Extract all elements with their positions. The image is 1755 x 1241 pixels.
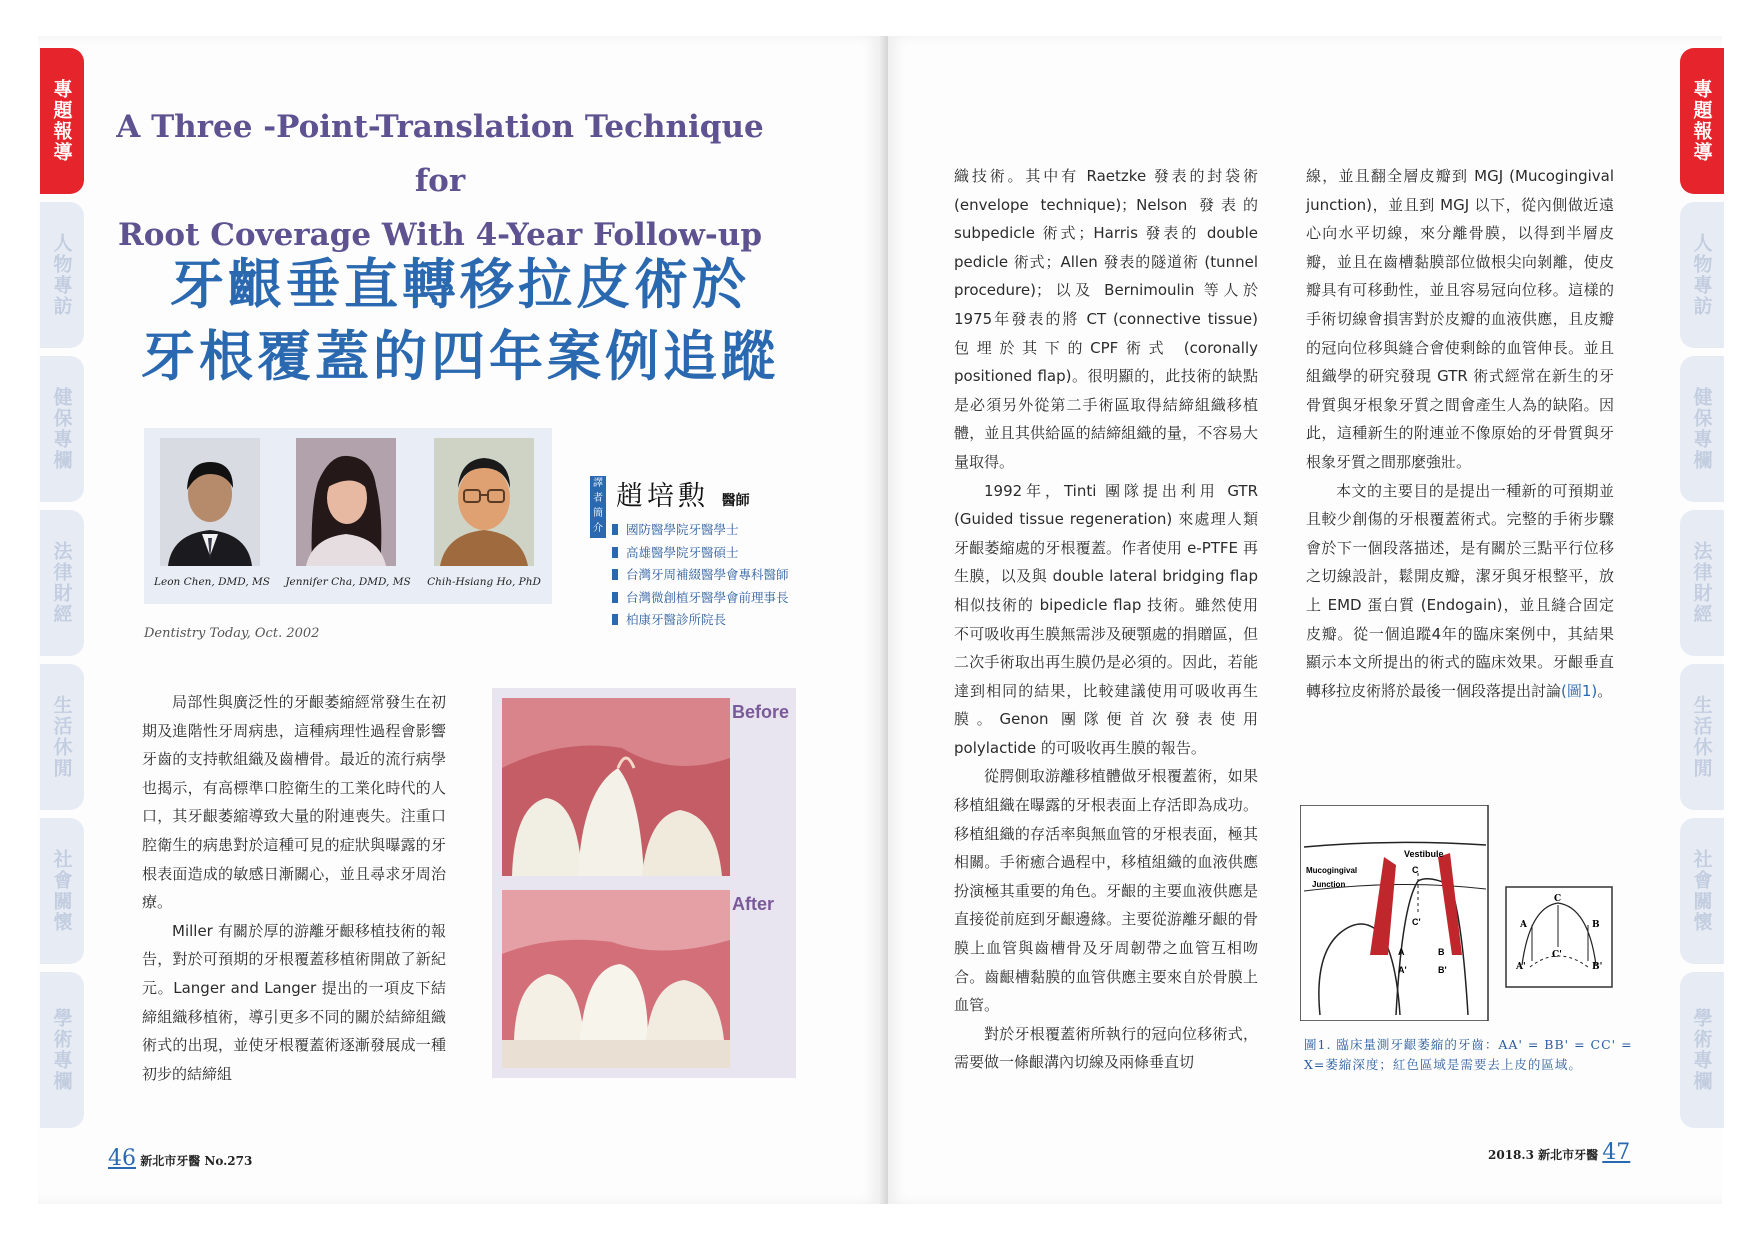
title-zh-line-1: 牙齦垂直轉移拉皮術於	[170, 252, 750, 316]
article-title-chinese	[140, 248, 780, 392]
inset-point-label: C'	[1552, 950, 1562, 960]
figure-1-caption: 圖1. 臨床量測牙齦萎縮的牙齒：AA' = BB' = CC' = X=萎縮深度；紅色區域是需要去上皮的區域。	[1304, 1037, 1633, 1072]
tab-leisure[interactable]: 生活休閒	[1680, 664, 1724, 810]
tab-interview[interactable]: 人物專訪	[1680, 202, 1724, 348]
left-body-column	[142, 688, 446, 1088]
body-paragraph: 1992年，Tinti 團隊提出利用 GTR (Guided tissue regeneration) 來處理人類牙齦萎縮處的牙根覆蓋。作者使用 e-PTFE 再生膜，以及與 double lateral bridging flap 相似技術的 bipedicle flap 技術。雖然使用不可吸收再生膜無需涉及硬顎處的捐贈區，但二次手術取出再生膜仍是必須的。因此，若能達到相同的結果，比較建議使用可吸收再生膜。Genon 團隊便首次發表使用 polylactide 的可吸收再生膜的報告。	[954, 481, 1258, 757]
author-photo-leon-chen	[160, 438, 260, 566]
right-section-tabs	[1680, 48, 1724, 1136]
fig-point-label: A'	[1398, 965, 1407, 975]
fig-junction-label: Junction	[1312, 880, 1346, 889]
body-paragraph: 局部性與廣泛性的牙齦萎縮經常發生在初期及進階性牙周病患，這種病理性過程會影響牙齒的支持軟組織及齒槽骨。最近的流行病學也揭示，有高標準口腔衛生的工業化時代的人口，其牙齦萎縮導致大量的附連喪失。注重口腔衛生的病患對於這種可見的症狀與曝露的牙根表面造成的敏感日漸關心，並且尋求牙周治療。	[142, 693, 446, 912]
before-label: Before	[732, 702, 790, 722]
fig-point-label: A	[1398, 947, 1405, 957]
tab-social-care[interactable]: 社會關懷	[40, 818, 84, 964]
body-paragraph: 對於牙根覆蓋術所執行的冠向位移術式，需要做一條齦溝內切線及兩條垂直切	[954, 1024, 1258, 1072]
credential-item: 台灣微創植牙醫學會前理事長	[612, 587, 789, 610]
before-photo	[502, 698, 730, 876]
right-footer	[1488, 1140, 1630, 1165]
left-footer	[108, 1146, 252, 1171]
inset-point-label: A	[1520, 920, 1527, 930]
body-paragraph: 從腭側取游離移植體做牙根覆蓋術，如果移植組織在曝露的牙根表面上存活即為成功。移植組織的存活率與無血管的牙根表面，極其相關。手術癒合過程中，移植組織的血液供應扮演極其重要的角色。牙齦的主要血液供應是直接從前庭到牙齦邊緣。主要從游離牙齦的骨膜上血管與齒槽骨及牙周韌帶之血管互相吻合。齒齦槽黏膜的血管供應主要來自於骨膜上血管。	[954, 767, 1258, 1015]
title-en-line-2: Root Coverage With 4-Year Follow-up	[117, 217, 762, 253]
paragraph-text: 本文的主要目的是提出一種新的可預期並且較少創傷的牙根覆蓋術式。完整的手術步驟會於下一個段落描述，是有關於三點平行位移之切線設計，鬆開皮瓣，潔牙與牙根整平，放上 EMD 蛋白質 (Endogain)，並且縫合固定皮瓣。從一個追蹤4年的臨床案例中，其結果顯示本文所提出的術式的臨床效果。牙齦垂直轉移拉皮術將於最後一個段落提出討論	[1306, 481, 1614, 700]
middle-body-column	[954, 162, 1258, 1077]
before-after-photos	[492, 688, 796, 1078]
tab-interview[interactable]: 人物專訪	[40, 202, 84, 348]
author-photo-chih-hsiang-ho	[434, 438, 534, 566]
fig-point-label: C	[1412, 865, 1419, 875]
figure-1-diagram	[1300, 805, 1616, 1021]
author-photo-jennifer-cha	[296, 438, 396, 566]
body-paragraph: 本文的主要目的是提出一種新的可預期並且較少創傷的牙根覆蓋術式。完整的手術步驟會於下一個段落描述，是有關於三點平行位移之切線設計，鬆開皮瓣，潔牙與牙根整平，放上 EMD 蛋白質 (Endogain)，並且縫合固定皮瓣。從一個追蹤4年的臨床案例中，其結果顯示本文所提出的術式的臨床效果。牙齦垂直轉移拉皮術將於最後一個段落提出討論(圖1)。	[1306, 481, 1614, 700]
right-body-column	[1306, 162, 1614, 705]
credential-item: 台灣牙周補綴醫學會專科醫師	[612, 564, 789, 587]
body-paragraph: Miller 有關於厚的游離牙齦移植技術的報告，對於可預期的牙根覆蓋移植術開啟了新紀元。Langer and Langer 提出的一項皮下結締組織移植術，導引更多不同的關於結締組織術式的出現，並使牙根覆蓋術逐漸發展成一種初步的結締組	[142, 921, 446, 1083]
title-zh-line-2: 牙根覆蓋的四年案例追蹤	[141, 324, 779, 388]
tab-health-insurance[interactable]: 健保專欄	[40, 356, 84, 502]
body-paragraph: 線，並且翻全層皮瓣到 MGJ (Mucogingival junction)，並且到 MGJ 以下，從內側做近遠心向水平切線，來分離骨膜，以得到半層皮瓣，並且在齒槽黏膜部位做根尖向剝離，使皮瓣具有可移動性，並且容易冠向位移。這樣的手術切線會損害對於皮瓣的血液供應，且皮瓣的冠向位移與縫合會使剩餘的血管伸長。並且組織學的研究發現 GTR 術式經常在新生的牙骨質與牙根象牙質之間會產生人為的缺陷。因此，這種新生的附連並不像原始的牙骨質與牙根象牙質之間那麼強壯。	[1306, 167, 1614, 471]
left-section-tabs	[40, 48, 84, 1136]
inset-point-label: B'	[1592, 962, 1603, 972]
figure-reference-link[interactable]: (圖1)	[1561, 681, 1598, 700]
tab-leisure[interactable]: 生活休閒	[40, 664, 84, 810]
fig-mucogingival-label: Mucogingival	[1306, 866, 1358, 875]
author-caption: Chih-Hsiang Ho, PhD	[427, 576, 541, 588]
title-en-line-1: A Three -Point-Translation Technique for	[116, 109, 764, 199]
author-caption: Leon Chen, DMD, MS	[154, 576, 270, 588]
translator-tag: 譯者簡介	[590, 476, 606, 538]
tab-health-insurance[interactable]: 健保專欄	[1680, 356, 1724, 502]
tab-feature-report[interactable]: 專題報導	[1680, 48, 1724, 194]
tab-academic[interactable]: 學術專欄	[1680, 972, 1724, 1128]
translator-name-text: 趙培勲	[616, 481, 709, 512]
tab-social-care[interactable]: 社會關懷	[1680, 818, 1724, 964]
author-photos	[144, 428, 552, 604]
fig-vestibule-label: Vestibule	[1404, 849, 1444, 859]
tab-law-finance[interactable]: 法律財經	[40, 510, 84, 656]
author-caption: Jennifer Cha, DMD, MS	[285, 576, 411, 588]
translator-credentials	[612, 519, 789, 632]
tab-feature-report[interactable]: 專題報導	[40, 48, 84, 194]
page-number: 46	[108, 1146, 136, 1171]
article-title-english	[115, 100, 765, 262]
credential-item: 高雄醫學院牙醫碩士	[612, 542, 789, 565]
after-photo	[502, 890, 730, 1068]
inset-point-label: A'	[1516, 962, 1526, 972]
page-number: 47	[1602, 1140, 1631, 1165]
fig-point-label: C'	[1412, 917, 1421, 927]
tab-academic[interactable]: 學術專欄	[40, 972, 84, 1128]
footer-text: 新北市牙醫 No.273	[140, 1154, 253, 1168]
tab-law-finance[interactable]: 法律財經	[1680, 510, 1724, 656]
credential-item: 國防醫學院牙醫學士	[612, 519, 789, 542]
footer-text: 2018.3 新北市牙醫	[1488, 1148, 1599, 1162]
fig-point-label: B'	[1438, 965, 1447, 975]
after-label: After	[732, 894, 775, 914]
body-paragraph: 織技術。其中有 Raetzke 發表的封袋術 (envelope technique)；Nelson 發表的 subpedicle 術式；Harris 發表的 double pedicle 術式；Allen 發表的隧道術 (tunnel procedure)；以及 Bernimoulin 等人於1975年發表的將 CT (connective tissue) 包埋於其下的CPF術式 (coronally positioned flap)。很明顯的，此技術的缺點是必須另外從第二手術區取得結締組織移植體，並且其供給區的結締組織的量，不容易大量取得。	[954, 167, 1258, 471]
inset-point-label: C	[1554, 894, 1562, 904]
inset-point-label: B	[1592, 920, 1600, 930]
source-citation: Dentistry Today, Oct. 2002	[144, 626, 320, 641]
translator-name	[616, 474, 750, 513]
fig-point-label: B	[1438, 947, 1445, 957]
credential-item: 柏康牙醫診所院長	[612, 609, 789, 632]
translator-title: 醫師	[721, 493, 750, 509]
